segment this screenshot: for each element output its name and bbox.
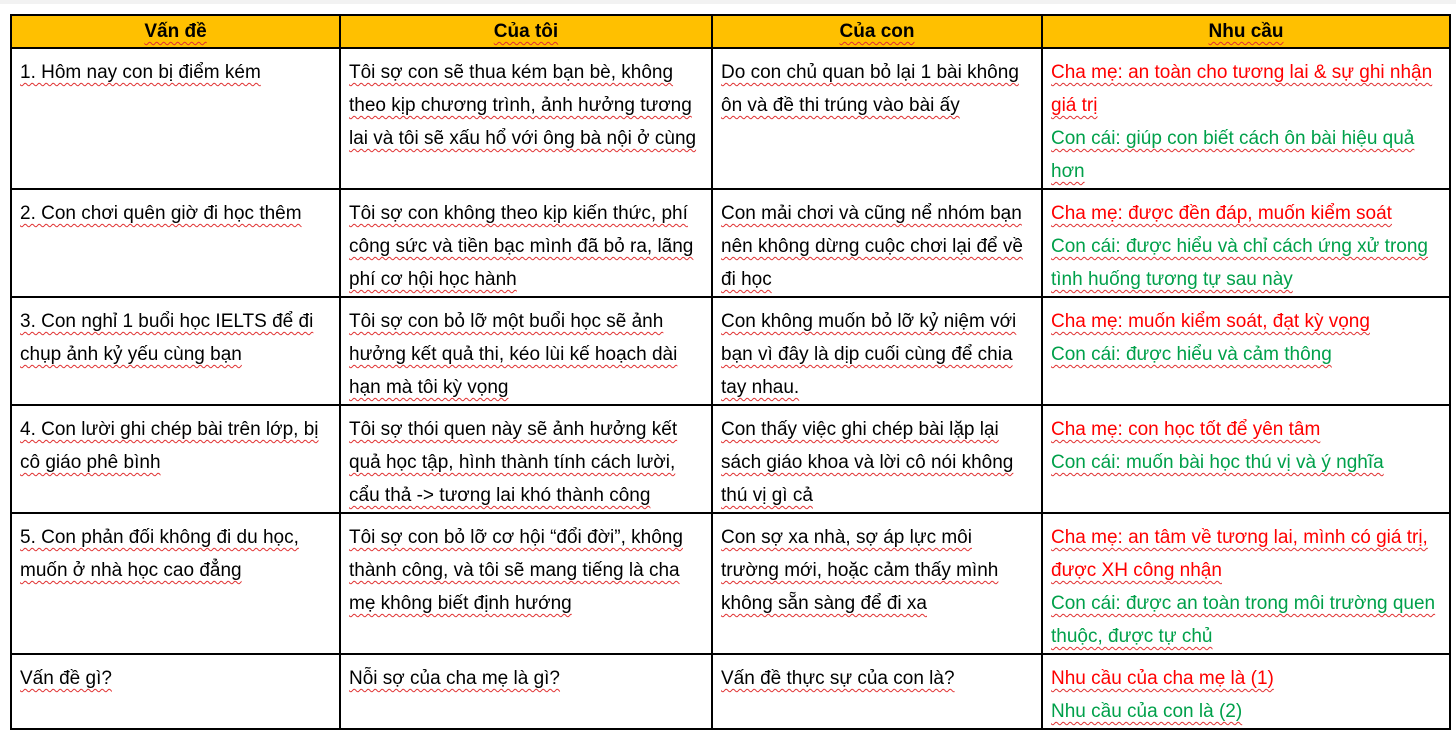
header-row bbox=[11, 15, 1450, 48]
cell-mine[interactable] bbox=[340, 405, 712, 513]
cell-text: Con thấy việc ghi chép bài lặp lại sách giáo khoa và lời cô nói không thú vị gì cả bbox=[721, 419, 1014, 506]
cell-text: 5. Con phản đối không đi du học, muốn ở nhà học cao đẳng bbox=[20, 527, 299, 581]
parent-need-text: Cha mẹ: được đền đáp, muốn kiểm soát bbox=[1051, 203, 1392, 224]
cell-need[interactable] bbox=[1042, 189, 1450, 297]
cell-child[interactable] bbox=[712, 189, 1042, 297]
child-need-text: Con cái: muốn bài học thú vị và ý nghĩa bbox=[1051, 452, 1384, 473]
cell-need[interactable] bbox=[1042, 654, 1450, 729]
child-need-text: Con cái: được hiểu và cảm thông bbox=[1051, 344, 1332, 365]
cell-mine[interactable] bbox=[340, 189, 712, 297]
table-row bbox=[11, 189, 1450, 297]
table-row bbox=[11, 297, 1450, 405]
cell-text: 3. Con nghỉ 1 buổi học IELTS để đi chụp ảnh kỷ yếu cùng bạn bbox=[20, 311, 314, 365]
cell-text: Con mải chơi và cũng nể nhóm bạn nên không dừng cuộc chơi lại để về đi học bbox=[721, 203, 1023, 290]
cell-text: Vấn đề thực sự của con là? bbox=[721, 668, 955, 689]
cell-mine[interactable] bbox=[340, 654, 712, 729]
needs-table bbox=[10, 14, 1451, 730]
cell-text: 2. Con chơi quên giờ đi học thêm bbox=[20, 203, 302, 224]
cell-text: Con sợ xa nhà, sợ áp lực môi trường mới, hoặc cảm thấy mình không sẵn sàng để đi xa bbox=[721, 527, 999, 614]
child-need-text: Con cái: giúp con biết cách ôn bài hiệu quả hơn bbox=[1051, 128, 1415, 182]
cell-text: Tôi sợ thói quen này sẽ ảnh hưởng kết quả học tập, hình thành tính cách lười, cẩu thả -> tương lai khó thành công bbox=[349, 419, 678, 506]
cell-need[interactable] bbox=[1042, 48, 1450, 189]
parent-need-text: Nhu cầu của cha mẹ là (1) bbox=[1051, 668, 1274, 689]
cell-text: Tôi sợ con bỏ lỡ một buổi học sẽ ảnh hưởng kết quả thi, kéo lùi kế hoạch dài hạn mà tôi kỳ vọng bbox=[349, 311, 678, 398]
cell-mine[interactable] bbox=[340, 297, 712, 405]
cell-child[interactable] bbox=[712, 297, 1042, 405]
cell-text: Tôi sợ con không theo kịp kiến thức, phí công sức và tiền bạc mình đã bỏ ra, lãng phí cơ hội học hành bbox=[349, 203, 694, 290]
cell-text: Con không muốn bỏ lỡ kỷ niệm với bạn vì đây là dịp cuối cùng để chia tay nhau. bbox=[721, 311, 1017, 398]
child-need-text: Con cái: được hiểu và chỉ cách ứng xử trong tình huống tương tự sau này bbox=[1051, 236, 1428, 290]
cell-child[interactable] bbox=[712, 513, 1042, 654]
cell-problem[interactable] bbox=[11, 48, 340, 189]
cell-child[interactable] bbox=[712, 405, 1042, 513]
cell-problem[interactable] bbox=[11, 405, 340, 513]
cell-mine[interactable] bbox=[340, 513, 712, 654]
cell-need[interactable] bbox=[1042, 405, 1450, 513]
cell-text: Tôi sợ con bỏ lỡ cơ hội “đổi đời”, không thành công, và tôi sẽ mang tiếng là cha mẹ không biết định hướng bbox=[349, 527, 683, 614]
cell-problem[interactable] bbox=[11, 189, 340, 297]
parent-need-text: Cha mẹ: con học tốt để yên tâm bbox=[1051, 419, 1321, 440]
cell-text: 1. Hôm nay con bị điểm kém bbox=[20, 62, 261, 83]
table-row bbox=[11, 513, 1450, 654]
cell-text: Vấn đề gì? bbox=[20, 668, 112, 689]
child-need-text: Con cái: được an toàn trong môi trường quen thuộc, được tự chủ bbox=[1051, 593, 1436, 647]
cell-text: 4. Con lười ghi chép bài trên lớp, bị cô giáo phê bình bbox=[20, 419, 319, 473]
parent-need-text: Cha mẹ: an tâm về tương lai, mình có giá trị, được XH công nhận bbox=[1051, 527, 1428, 581]
cell-mine[interactable] bbox=[340, 48, 712, 189]
cell-problem[interactable] bbox=[11, 513, 340, 654]
header-child: Của con bbox=[712, 15, 1042, 48]
table-row bbox=[11, 48, 1450, 189]
cell-problem[interactable] bbox=[11, 654, 340, 729]
parent-need-text: Cha mẹ: muốn kiểm soát, đạt kỳ vọng bbox=[1051, 311, 1370, 332]
cell-child[interactable] bbox=[712, 654, 1042, 729]
cell-problem[interactable] bbox=[11, 297, 340, 405]
header-problem: Vấn đề bbox=[11, 15, 340, 48]
cell-text: Do con chủ quan bỏ lại 1 bài không ôn và đề thi trúng vào bài ấy bbox=[721, 62, 1019, 116]
table-row bbox=[11, 654, 1450, 729]
child-need-text: Nhu cầu của con là (2) bbox=[1051, 701, 1243, 722]
cell-text: Nỗi sợ của cha mẹ là gì? bbox=[349, 668, 561, 689]
cell-child[interactable] bbox=[712, 48, 1042, 189]
window-edge bbox=[0, 0, 1456, 4]
header-need: Nhu cầu bbox=[1042, 15, 1450, 48]
parent-need-text: Cha mẹ: an toàn cho tương lai & sự ghi nhận giá trị bbox=[1051, 62, 1433, 116]
table-row bbox=[11, 405, 1450, 513]
header-mine: Của tôi bbox=[340, 15, 712, 48]
cell-need[interactable] bbox=[1042, 297, 1450, 405]
cell-need[interactable] bbox=[1042, 513, 1450, 654]
cell-text: Tôi sợ con sẽ thua kém bạn bè, không theo kịp chương trình, ảnh hưởng tương lai và tôi sẽ xấu hổ với ông bà nội ở cùng bbox=[349, 62, 697, 149]
